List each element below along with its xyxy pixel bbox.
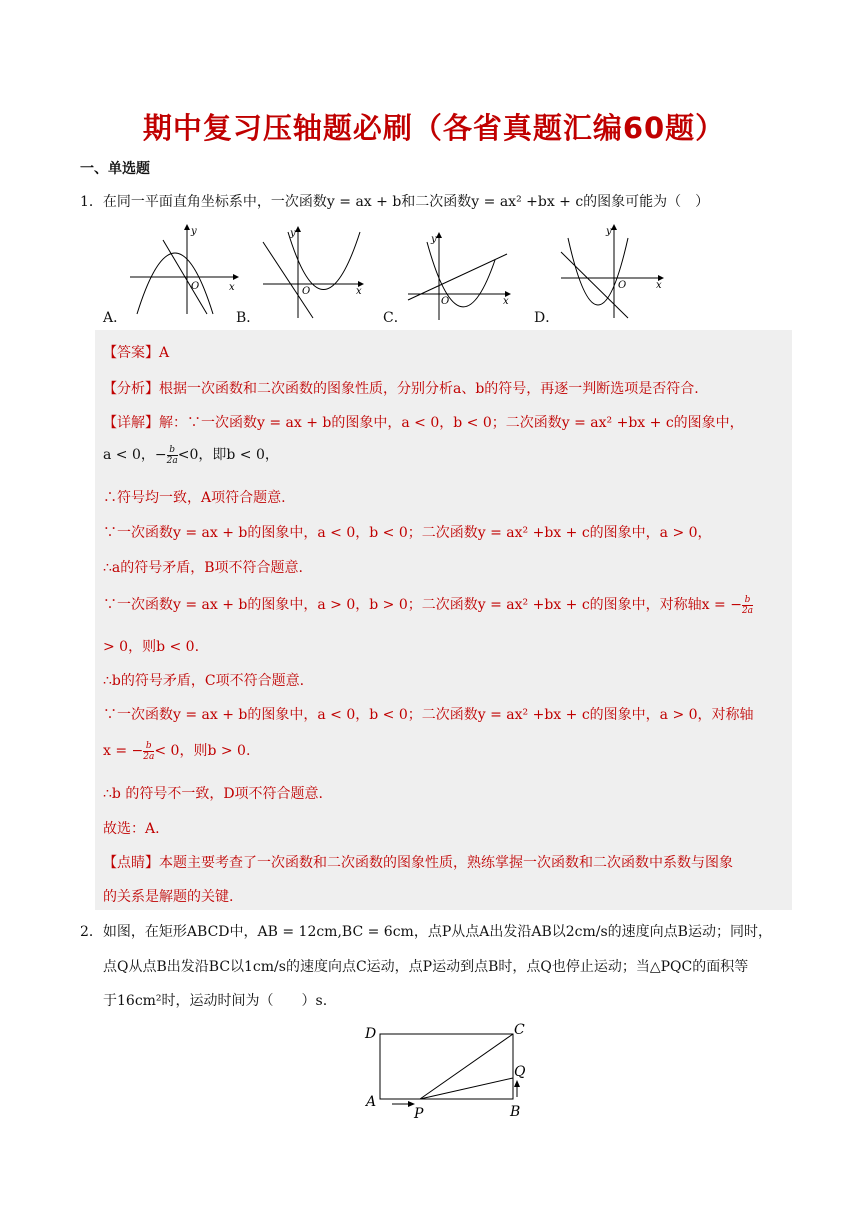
detail-line-6: ∵一次函数y = ax + b的图象中，a > 0，b > 0；二次函数y = ax² +bx + c的图象中，对称轴x = − $\frac{b}{2a}$ xyxy=(103,594,754,616)
segment-pc xyxy=(420,1034,513,1099)
parabola xyxy=(427,242,495,307)
axis-y-label: y xyxy=(431,234,437,245)
axis-x-label: x xyxy=(229,282,235,293)
label-p: P xyxy=(414,1106,424,1122)
label-q: Q xyxy=(514,1064,526,1080)
answer-line: 【答案】A xyxy=(103,345,170,361)
axis-y-label: y xyxy=(191,226,197,237)
choice-d[interactable]: D． xyxy=(534,310,560,326)
detail-line-2: a < 0，− $\frac{b}{2a}$ <0，即b < 0， xyxy=(103,444,279,466)
conclusion-line: 故选：A. xyxy=(103,821,160,837)
choice-b[interactable]: B． xyxy=(236,310,261,326)
origin-label: O xyxy=(302,286,311,297)
axis-y-label: y xyxy=(290,228,296,239)
label-d: D xyxy=(365,1026,377,1042)
detail-line-3: ∴符号均一致，A项符合题意. xyxy=(103,490,286,506)
detail-line-8: ∴b的符号矛盾，C项不符合题意. xyxy=(103,673,305,689)
detail-line-1: 【详解】解：∵一次函数y = ax + b的图象中，a < 0，b < 0；二次函数y = ax² +bx + c的图象中， xyxy=(103,415,744,431)
axis-x-label: x xyxy=(656,280,662,291)
axis-x-label: x xyxy=(503,296,509,307)
graph-c xyxy=(405,222,515,322)
origin-label: O xyxy=(441,296,450,307)
question-1-stem: 1．在同一平面直角坐标系中，一次函数y = ax + b和二次函数y = ax² +bx + c的图象可能为（ ） xyxy=(80,194,710,210)
page-title: 期中复习压轴题必刷（各省真题汇编60题） xyxy=(142,111,726,145)
graph-d xyxy=(558,222,668,322)
parabola xyxy=(568,238,628,305)
line xyxy=(263,242,313,318)
axis-x-label: x xyxy=(356,286,362,297)
detail-line-11: ∴b 的符号不一致，D项不符合题意. xyxy=(103,786,323,802)
detail-line-9: ∵一次函数y = ax + b的图象中，a < 0，b < 0；二次函数y = ax² +bx + c的图象中，a > 0，对称轴 xyxy=(103,707,754,723)
origin-label: O xyxy=(618,280,627,291)
arrow-q-head xyxy=(514,1080,520,1087)
question-2-line-2: 点Q从点B出发沿BC以1cm/s的速度向点C运动，点P运动到点B时，点Q也停止运动；当△PQC的面积等 xyxy=(103,959,749,975)
detail-line-7: > 0，则b < 0. xyxy=(103,639,200,655)
segment-pq xyxy=(420,1078,513,1099)
comment-line-2: 的关系是解题的关键. xyxy=(103,889,234,905)
detail-line-4: ∵一次函数y = ax + b的图象中，a < 0，b < 0；二次函数y = ax² +bx + c的图象中，a > 0， xyxy=(103,525,712,541)
analysis-line: 【分析】根据一次函数和二次函数的图象性质，分别分析a、b的符号，再逐一判断选项是否符合. xyxy=(103,381,699,397)
section-heading: 一、单选题 xyxy=(80,161,150,177)
comment-line-1: 【点睛】本题主要考查了一次函数和二次函数的图象性质，熟练掌握一次函数和二次函数中系数与图象 xyxy=(103,855,733,871)
graph-b xyxy=(258,222,368,322)
rectangle-abcd xyxy=(380,1034,513,1099)
parabola xyxy=(288,232,360,290)
question-2-line-1: 2．如图，在矩形ABCD中，AB = 12cm,BC = 6cm，点P从点A出发沿AB以2cm/s的速度向点B运动；同时， xyxy=(80,924,772,940)
label-b: B xyxy=(510,1104,521,1120)
axis-y-label: y xyxy=(606,226,612,237)
choice-c[interactable]: C． xyxy=(383,310,408,326)
detail-line-5: ∴a的符号矛盾，B项不符合题意. xyxy=(103,560,303,576)
detail-line-10: x = − $\frac{b}{2a}$ < 0，则b > 0. xyxy=(103,740,251,762)
choice-a[interactable]: A． xyxy=(103,310,128,326)
rectangle-figure xyxy=(360,1022,535,1122)
label-c: C xyxy=(514,1022,525,1038)
line xyxy=(408,254,507,300)
question-2-line-3: 于16cm²时，运动时间为（ ）s. xyxy=(103,993,328,1009)
graph-a xyxy=(125,222,240,317)
origin-label: O xyxy=(191,281,200,292)
label-a: A xyxy=(366,1094,377,1110)
